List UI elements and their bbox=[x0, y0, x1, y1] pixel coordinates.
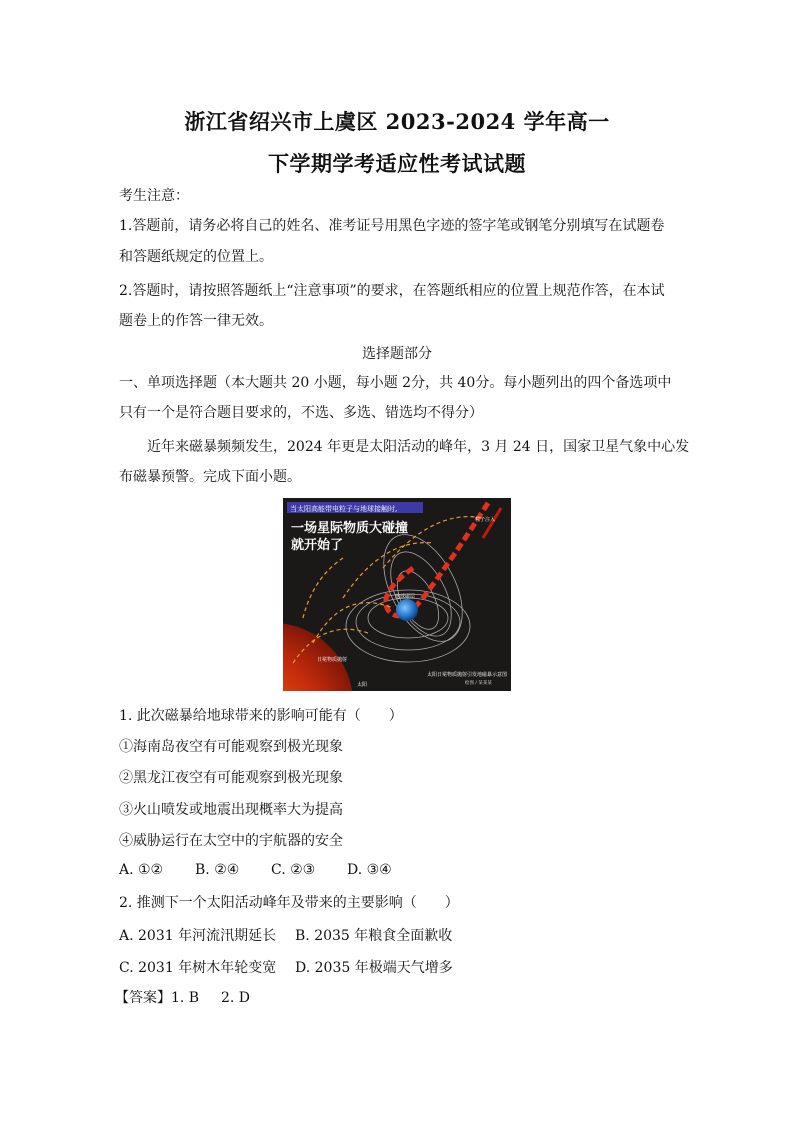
q1-option-a: A. ①② bbox=[119, 862, 164, 878]
label-earth: 地球磁层 bbox=[395, 594, 416, 600]
answer-2: 2. D bbox=[221, 990, 251, 1006]
notice-item1-line1: 1.答题前，请务必将自己的姓名、准考证号用黑色字迹的签字笔或钢笔分别填写在试题卷 bbox=[119, 218, 665, 234]
section-heading-line1: 一、单项选择题（本大题共 20 小题，每小题 2分，共 40分。每小题列出的四个备选项中 bbox=[119, 375, 672, 391]
figure-banner: 当太阳高能带电粒子与地球接触时, bbox=[290, 505, 398, 513]
q2-option-b: B. 2035 年粮食全面歉收 bbox=[295, 928, 453, 944]
question-1-statement-1: ①海南岛夜空有可能观察到极光现象 bbox=[119, 739, 343, 755]
notice-item2-line2: 题卷上的作答一律无效。 bbox=[119, 313, 273, 329]
notice-item1-line2: 和答题纸规定的位置上。 bbox=[119, 249, 273, 265]
figure-credit: 绘图 / 某某某 bbox=[465, 681, 492, 686]
question-1-statement-3: ③火山喷发或地震出现概率大为提高 bbox=[119, 802, 343, 818]
q2-option-d: D. 2035 年极端天气增多 bbox=[295, 960, 453, 976]
q2-option-a: A. 2031 年河流汛期延长 bbox=[119, 928, 277, 944]
passage-line2: 布磁暴预警。完成下面小题。 bbox=[119, 469, 301, 485]
figure-headline-line2: 就开始了 bbox=[291, 538, 344, 553]
figure-headline-line1: 一场星际物质大碰撞 bbox=[291, 521, 409, 536]
question-1-options bbox=[119, 862, 423, 878]
page-title-line2: 下学期学考适应性考试试题 bbox=[268, 151, 526, 176]
label-flare: 日冕物质抛射 bbox=[317, 657, 348, 663]
figure-caption: 太阳日冕物质抛射引发地磁暴示意图 bbox=[427, 672, 508, 678]
q1-option-b: B. ②④ bbox=[195, 862, 240, 878]
figure-illustration bbox=[283, 498, 511, 691]
answer-label: 【答案】 bbox=[115, 990, 171, 1006]
section-heading-line2: 只有一个是符合题目要求的，不选、多选、错选均不得分） bbox=[119, 405, 483, 421]
answer-1: 1. B bbox=[171, 990, 200, 1006]
label-particles: 粒子注入 bbox=[475, 517, 496, 523]
question-1-statement-4: ④威胁运行在太空中的宇航器的安全 bbox=[119, 833, 343, 849]
section-title: 选择题部分 bbox=[362, 346, 432, 362]
question-1-statement-2: ②黑龙江夜空有可能观察到极光现象 bbox=[119, 770, 343, 786]
q1-option-d: D. ③④ bbox=[347, 862, 392, 878]
passage-line1: 近年来磁暴频频发生，2024 年更是太阳活动的峰年，3 月 24 日，国家卫星气象中心发 bbox=[147, 439, 690, 455]
earth-shape bbox=[396, 599, 418, 621]
page-title-line1: 浙江省绍兴市上虞区 2023-2024 学年高一 bbox=[184, 109, 610, 134]
question-2-options-row1 bbox=[119, 925, 452, 945]
question-1-stem: 1. 此次磁暴给地球带来的影响可能有（ ） bbox=[119, 708, 403, 724]
question-2-stem: 2. 推测下一个太阳活动峰年及带来的主要影响（ ） bbox=[119, 895, 459, 911]
answer-row bbox=[115, 988, 675, 1008]
notice-heading: 考生注意： bbox=[119, 188, 189, 204]
notice-item2-line1: 2.答题时，请按照答题纸上“注意事项”的要求，在答题纸相应的位置上规范作答，在本试 bbox=[119, 283, 665, 299]
magnetic-storm-figure bbox=[283, 498, 511, 691]
question-2-options-row2 bbox=[119, 957, 453, 977]
q1-option-c: C. ②③ bbox=[271, 862, 316, 878]
label-sun: 太阳 bbox=[357, 682, 368, 688]
q2-option-c: C. 2031 年树木年轮变宽 bbox=[119, 960, 277, 976]
